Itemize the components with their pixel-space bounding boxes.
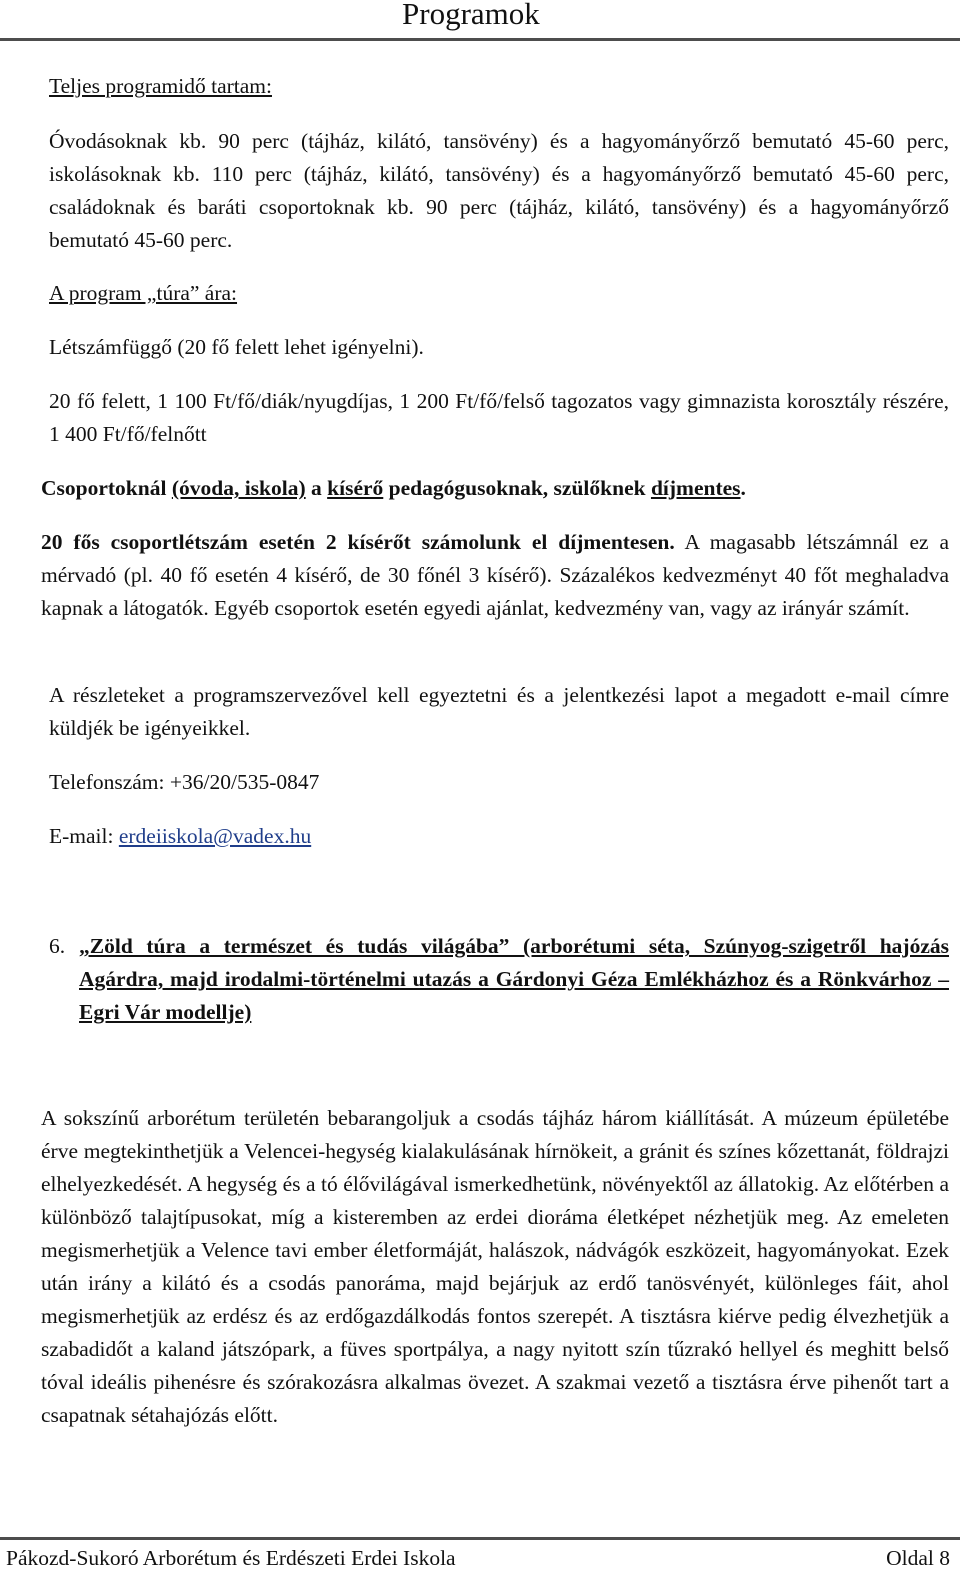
program-title: „Zöld túra a természet és tudás világába” (arborétumi séta, Szúnyog-szigetről hajózás Agárdra, majd irodalmi-történelmi utazás a Gárdonyi Géza Emlékházhoz és a Rönkvárhoz – Egri Vár modellje) bbox=[79, 934, 949, 1024]
price-details: 20 fő felett, 1 100 Ft/fő/diák/nyugdíjas, 1 200 Ft/fő/felső tagozatos vagy gimnazista korosztály részére, 1 400 Ft/fő/felnőtt bbox=[49, 389, 949, 446]
contact-phone: Telefonszám: +36/20/535-0847 bbox=[49, 770, 320, 794]
email-link[interactable]: erdeiiskola@vadex.hu bbox=[118, 824, 312, 848]
footer-divider bbox=[0, 1537, 960, 1540]
footer-organization: Pákozd-Sukoró Arborétum és Erdészeti Erdei Iskola bbox=[6, 1546, 456, 1570]
price-heading: A program „túra” ára: bbox=[49, 281, 238, 305]
contact-email: E-mail: erdeiiskola@vadex.hu bbox=[49, 824, 312, 848]
page-title: Programok bbox=[402, 0, 540, 31]
price-note: Létszámfüggő (20 fő felett lehet igényelni). bbox=[49, 335, 424, 359]
header-divider bbox=[0, 38, 960, 41]
duration-text: Óvodásoknak kb. 90 perc (tájház, kilátó, tansövény) és a hagyományőrző bemutató 45-60 perc, iskolásoknak kb. 110 perc (tájház, kilátó, tansövény) és a hagyományőrző bemutató 45-60 perc, családoknak és baráti csoportoknak kb. 90 perc (tájház, kilátó, tansövény) és a hagyományőrző bemutató 45-60 perc. bbox=[49, 129, 949, 252]
groups-discount-text: 20 fős csoportlétszám esetén 2 kísérőt számolunk el díjmentesen. A magasabb létszámnál ez a mérvadó (pl. 40 fő esetén 4 kísérő, de 30 főnél 3 kísérő). Százalékos kedvezményt 40 főt meghaladva kapnak a látogatók. Egyéb csoportok esetén egyedi ajánlat, kedvezmény van, vagy az irányár számít. bbox=[41, 530, 949, 620]
groups-escort-note: Csoportoknál (óvoda, iskola) a kísérő pedagógusoknak, szülőknek díjmentes. bbox=[41, 476, 746, 500]
footer-page-number: Oldal 8 bbox=[886, 1546, 950, 1570]
contact-details: A részleteket a programszervezővel kell egyeztetni és a jelentkezési lapot a megadott e-mail címre küldjék be igényeikkel. bbox=[49, 683, 949, 740]
duration-heading: Teljes programidő tartam: bbox=[49, 74, 272, 98]
program-number: 6. bbox=[49, 934, 66, 958]
program-description: A sokszínű arborétum területén bebarangoljuk a csodás tájház három kiállítását. A múzeum épületébe érve megtekinthetjük a Velencei-hegység kialakulásának hírnökeit, a gránit és színes kőzettanát, földrajzi elhelyezkedését. A hegység és a tó élővilágával ismerkedhetünk, növényektől az állatokig. Az előtérben a különböző talajtípusokat, míg a kisteremben az erdei dioráma életképet nézhetjük meg. Az emeleten megismerhetjük a Velence tavi ember életformáját, halászok, nádvágók eszközeit, hagyományokat. Ezek után irány a kilátó és a csodás panoráma, majd bejárjuk az erdő tanösvényét, különleges fáit, ahol megismerhetjük az erdész és az erdőgazdálkodás fontos szerepét. A tisztásra kiérve pedig élvezhetjük a szabadidőt a kaland játszópark, a füves sportpálya, a nagy nyitott szín tűzrakó hellyel és meghitt belső tóval ideális pihenésre és szórakozásra alkalmas övezet. A szakmai vezető a tisztásra érve pihenőt tart a csapatnak sétahajózás előtt. bbox=[41, 1106, 949, 1427]
